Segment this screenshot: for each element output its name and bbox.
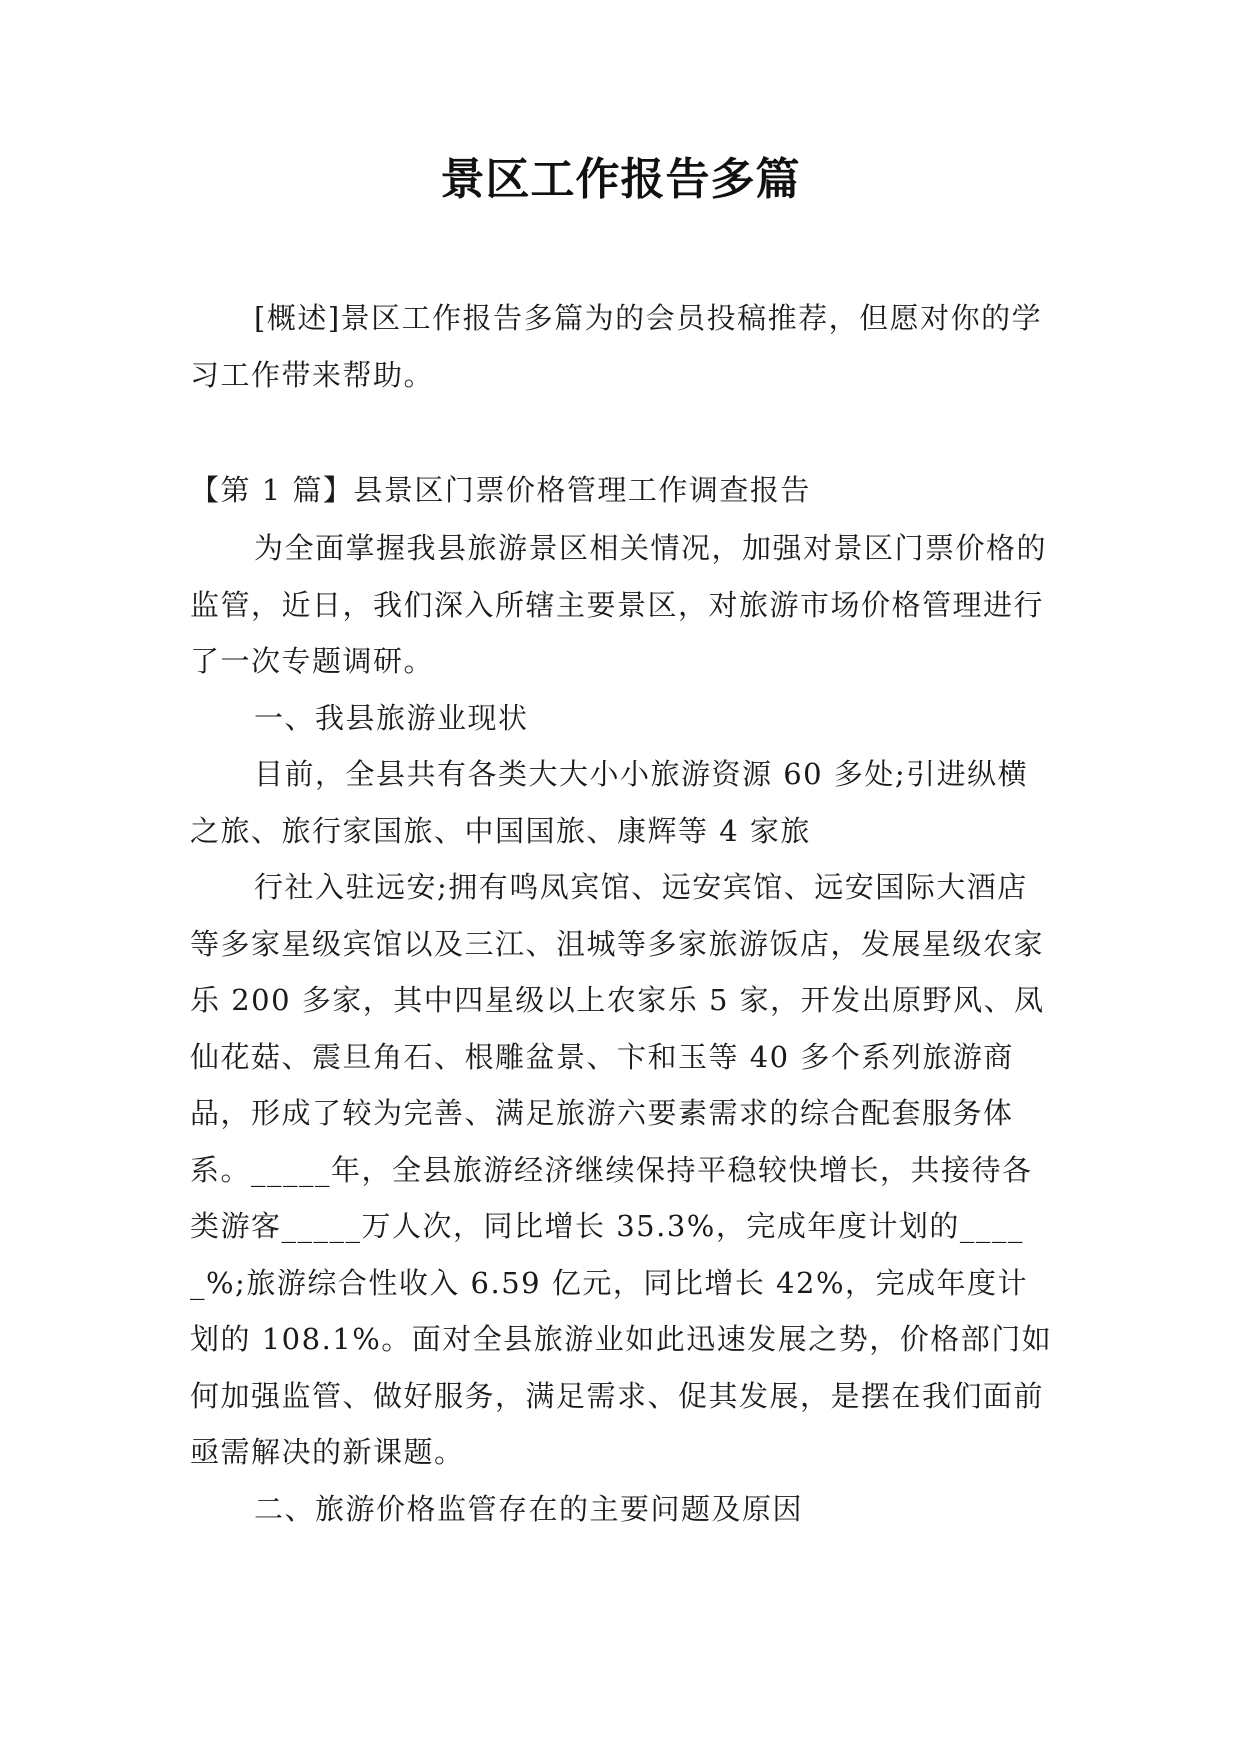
article-body — [190, 520, 1055, 1537]
summary-paragraph: [概述]景区工作报告多篇为的会员投稿推荐，但愿对你的学习工作带来帮助。 — [190, 301, 1043, 392]
body-paragraph-intro: 为全面掌握我县旅游景区相关情况，加强对景区门票价格的监管，近日，我们深入所辖主要景区，对旅游市场价格管理进行了一次专题调研。 — [190, 531, 1048, 678]
body-paragraph-status-2: 行社入驻远安;拥有鸣凤宾馆、远安宾馆、远安国际大酒店等多家星级宾馆以及三江、沮城等多家旅游饭店，发展星级农家乐 200 多家，其中四星级以上农家乐 5 家，开发出原野风、凤仙花菇、震旦角石、根雕盆景、卞和玉等 40 多个系列旅游商品，形成了较为完善、满足旅游六要素需求的综合配套服务体系。_____年，全县旅游经济继续保持平稳较快增长，共接待各类游客_____万人次，同比增长 35.3%，完成年度计划的_____%;旅游综合性收入 6.59 亿元，同比增长 42%，完成年度计划的 108.1%。面对全县旅游业如此迅速发展之势，价格部门如何加强监管、做好服务，满足需求、促其发展，是摆在我们面前亟需解决的新课题。 — [190, 870, 1053, 1469]
section-heading-1: 一、我县旅游业现状 — [254, 700, 529, 735]
article-heading: 【第 1 篇】县景区门票价格管理工作调查报告 — [190, 473, 811, 507]
document-title: 景区工作报告多篇 — [440, 154, 801, 205]
body-paragraph-status-1: 目前，全县共有各类大大小小旅游资源 60 多处;引进纵横之旅、旅行家国旅、中国国旅、康辉等 4 家旅 — [190, 757, 1029, 848]
section-heading-2: 二、旅游价格监管存在的主要问题及原因 — [254, 1491, 804, 1526]
